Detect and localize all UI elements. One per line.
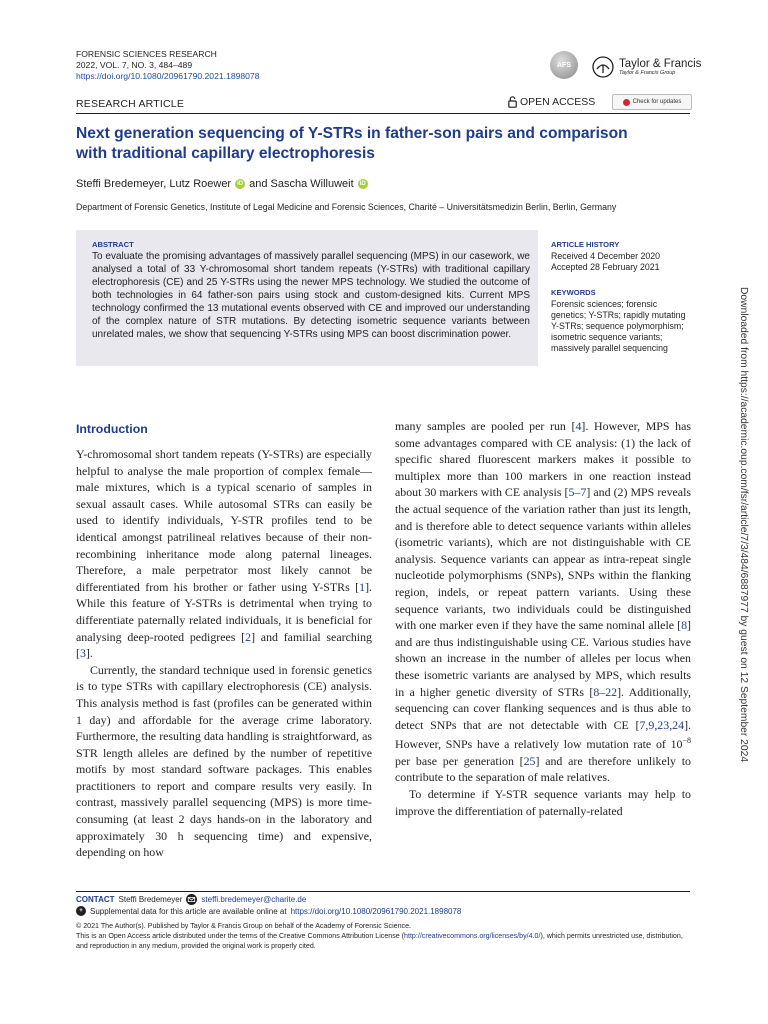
body-paragraph: To determine if Y-STR sequence variants may help to improve the differentiation of paternally-related <box>395 787 691 818</box>
article-history <box>551 251 660 273</box>
check-for-updates-button[interactable] <box>612 94 692 110</box>
received-date: Received 4 December 2020 <box>551 251 661 261</box>
paragraph-text: many samples are pooled per run [ <box>395 419 576 433</box>
orcid-icon[interactable]: iD <box>237 181 244 187</box>
supplemental-line <box>76 906 461 916</box>
footer-divider <box>76 891 690 892</box>
download-watermark-text: Downloaded from https://academic.oup.com/fsr/article/7/3/484/6887977 by guest on 12 September 2024 <box>738 287 749 763</box>
paragraph-text: ]. While this feature of Y-STRs is detrimental when trying to differentiate paternally related individuals, it is beneficial for analysing deep-rooted pedigrees [ <box>76 579 372 644</box>
publisher-group: Taylor & Francis Group <box>619 70 676 76</box>
license-text-part: This is an Open Access article distributed under the terms of the Creative Commons Attribution License ( <box>76 932 405 940</box>
abstract-heading: ABSTRACT <box>92 240 134 249</box>
journal-meta <box>76 49 260 82</box>
open-access-badge <box>508 96 595 108</box>
reference-link[interactable]: 5–7 <box>568 485 587 500</box>
paragraph-text: ]. However, SNPs have a relatively low mutation rate of 10 <box>395 717 691 752</box>
article-title: Next generation sequencing of Y-STRs in father-son pairs and comparison with traditional capillary electrophoresis <box>76 125 628 162</box>
society-badge-icon <box>550 51 578 79</box>
superscript-exponent: −8 <box>682 736 691 746</box>
open-lock-icon <box>508 96 517 108</box>
copyright-notice <box>76 921 690 951</box>
check-for-updates-label: Check for updates <box>632 99 682 105</box>
paragraph-text: ] and are thus indistinguishable using CE. Various studies have shown an increase in the number of alleles per locus when these isometric variants are analysed by MPS, which results in a higher genetic diversity of STRs [ <box>395 618 691 699</box>
accepted-date: Accepted 28 February 2021 <box>551 262 660 272</box>
publisher-name: Taylor & Francis <box>619 58 702 70</box>
license-text-part: ), which permits unrestricted use, distribution, and reproduction in any medium, provided the original work is properly cited. <box>76 932 683 950</box>
supplemental-link[interactable]: https://doi.org/10.1080/20961790.2021.1898078 <box>290 906 462 916</box>
header-divider <box>76 113 690 114</box>
author-affiliation: Department of Forensic Genetics, Institute of Legal Medicine and Forensic Sciences, Charité – Universitätsmedizin Berlin, Berlin, Germany <box>76 202 617 212</box>
reference-link[interactable]: 8 <box>681 618 688 633</box>
license-text <box>76 931 690 951</box>
contact-name: Steffi Bredemeyer <box>118 895 183 904</box>
email-icon <box>186 894 197 905</box>
article-doi-link[interactable]: https://doi.org/10.1080/20961790.2021.1898078 <box>76 71 260 81</box>
paragraph-text: ]. <box>85 646 93 661</box>
orcid-icon[interactable]: iD <box>359 181 366 187</box>
contact-label: CONTACT <box>76 895 115 904</box>
author-names: Steffi Bredemeyer, Lutz Roewer <box>76 178 232 190</box>
body-paragraph <box>395 418 691 786</box>
crossmark-icon <box>623 99 630 106</box>
reference-link[interactable]: 3 <box>79 646 86 661</box>
contact-line <box>76 894 306 905</box>
article-type: RESEARCH ARTICLE <box>76 98 185 110</box>
body-paragraph: Currently, the standard technique used in forensic genetics is to type STRs with capillary electrophoresis (CE) analysis. This analysis method is fast (profiles can be generated within 1 day) and affordable for the average crime laboratory. Furthermore, the resulting data handling is straightforward, as STR length alleles are defined by the number of repetitive motifs by most standard software packages. This enables practitioners to report and compare results very easily. In contrast, massively parallel sequencing (MPS) is more time-consuming (at least 2 days hands-on in the laboratory and approximately 30 h sequencing time) and expensive, depending on how <box>76 662 372 860</box>
paragraph-text: Y-chromosomal short tandem repeats (Y-STRs) are especially helpful to analyse the male proportion of complex female—male mixtures, which is a typical scenario of samples in sexual assault cases. While autosomal STRs can easily be used to identify individuals, Y-STR profiles tend to be identical amongst patrilineal relatives because of their non-recombining inheritance mode along paternal lineages. Therefore, a male perpetrator most likely cannot be differentiated from his brother or father using Y-STRs [ <box>76 447 372 594</box>
open-access-label: OPEN ACCESS <box>520 96 596 108</box>
author-list <box>76 178 368 190</box>
paragraph-text: ] and are therefore unlikely to contribute to the separation of male relatives. <box>395 753 691 785</box>
contact-email-link[interactable]: steffi.bredemeyer@charite.de <box>201 895 307 904</box>
reference-link[interactable]: 8–22 <box>593 684 618 699</box>
reference-link[interactable]: 25 <box>523 753 536 768</box>
paragraph-text: ] and (2) MPS reveals the actual sequence of the variation rather than just its length, and is therefore able to detect sequence variants within alleles (isometric variants), which are not distinguishable with CE analysis. Sequence variants can appear as intra-repeat single nucleotide polymorphisms (SNPs), SNPs within the flanking region, indels, or repeat pattern variants. Using these sequence variants, two individuals could be distinguished with one marker even if they have the same nominal allele [ <box>395 485 691 633</box>
journal-volume: 2022, VOL. 7, NO. 3, 484–489 <box>76 60 193 70</box>
license-link[interactable]: http://creativecommons.org/licenses/by/4.0/ <box>404 932 541 940</box>
journal-name: FORENSIC SCIENCES RESEARCH <box>76 49 217 59</box>
author-names-last: and Sascha Willuweit <box>249 178 354 190</box>
abstract-text: To evaluate the promising advantages of massively parallel sequencing (MPS) in our casework, we analysed a total of 33 Y-chromosomal short tandem repeats (Y-STRs) with traditional capillary electrophoresis (CE) and 25 Y-STRs using the newer MPS technology. We studied the outcome of both technologies in 64 father-son pairs using stock and custom-designed kits. Current MPS technology confirmed the 13 mutational events observed with CE and improved our understanding of the complex nature of STR mutations. By detecting isometric sequence variants between unrelated males, we show that sequencing Y-STRs using MPS can boost discrimination power. <box>92 251 530 340</box>
supplemental-data-icon: + <box>76 906 86 916</box>
reference-link[interactable]: 2 <box>245 629 252 644</box>
body-column-right <box>395 418 691 819</box>
paragraph-text: ] and familial searching [ <box>76 629 372 661</box>
paragraph-text: per base per generation [ <box>395 753 524 768</box>
supplemental-text: Supplemental data for this article are available online at <box>90 906 287 916</box>
paragraph-text: ]. However, MPS has some advantages compared with CE analysis: (1) the lack of specific shared fluorescent markers makes it possible to multiplex more than 100 markers in one reaction instead about 30 markers with CE analysis [ <box>395 419 691 500</box>
keywords-heading: KEYWORDS <box>551 288 596 297</box>
copyright-line: © 2021 The Author(s). Published by Taylor & Francis Group on behalf of the Academy of Forensic Science. <box>76 922 412 930</box>
reference-link[interactable]: 1 <box>359 579 366 594</box>
society-badge-text: AFS <box>557 61 571 69</box>
reference-link[interactable]: 4 <box>575 419 582 433</box>
keywords-list: Forensic sciences; forensic genetics; Y-STRs; rapidly mutating Y-STRs; sequence polymorphism; isometric sequence variants; massively parallel sequencing <box>551 299 686 353</box>
article-history-heading: ARTICLE HISTORY <box>551 240 620 249</box>
paragraph-text: ]. Additionally, sequencing can cover flanking sequences and is thus able to detect SNPs that are not detectable with CE [ <box>395 684 691 732</box>
body-paragraph <box>76 446 372 662</box>
download-watermark <box>738 287 752 777</box>
publisher-logo-icon <box>592 56 614 78</box>
reference-link[interactable]: 7,9,23,24 <box>639 717 685 732</box>
body-column-left <box>76 446 372 861</box>
section-heading-introduction: Introduction <box>76 422 148 436</box>
publisher-logo <box>592 56 701 78</box>
